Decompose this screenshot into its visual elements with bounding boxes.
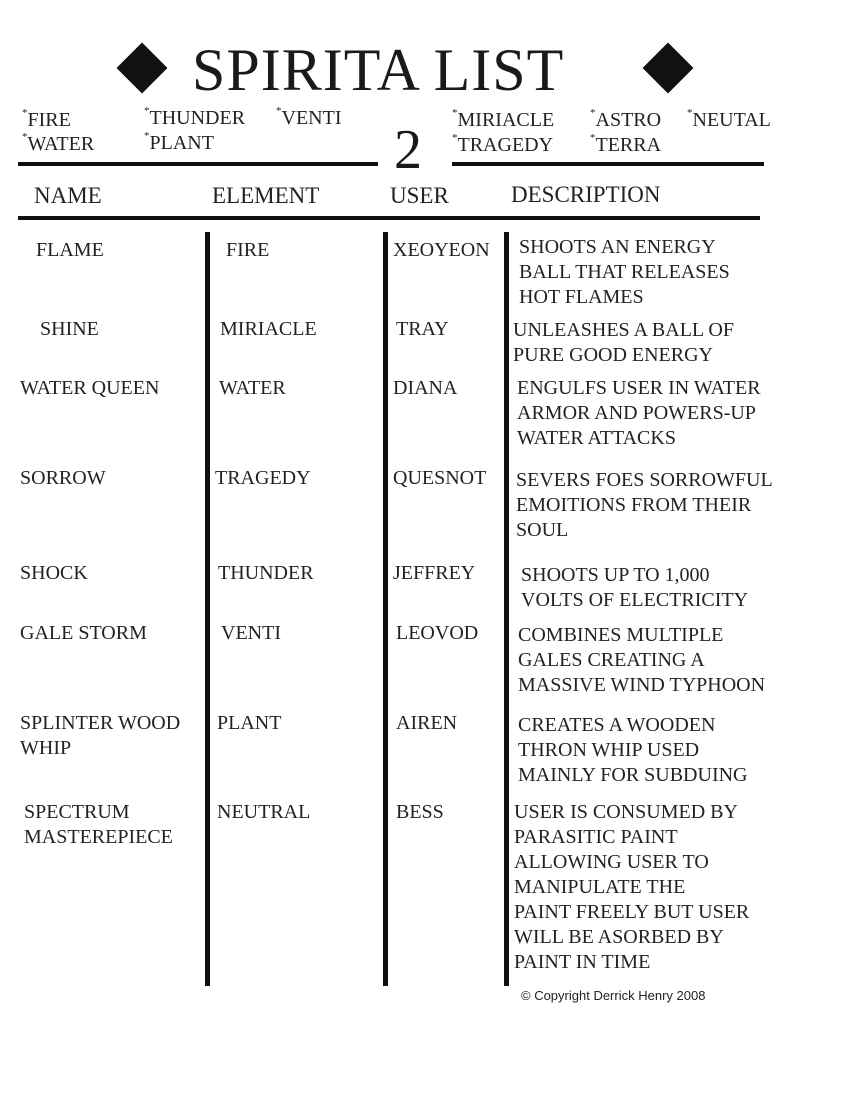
table-row-element: WATER bbox=[219, 377, 286, 399]
table-row-element: PLANT bbox=[217, 712, 282, 734]
table-row-element: NEUTRAL bbox=[217, 801, 311, 823]
table-row-user: LEOVOD bbox=[396, 622, 479, 644]
element-legend-terra: *TERRA bbox=[590, 132, 662, 156]
table-row-name: GALE STORM bbox=[20, 622, 147, 644]
table-row-description: CREATES A WOODEN THRON WHIP USED MAINLY FOR SUBDUING bbox=[518, 714, 748, 786]
table-row-element: TRAGEDY bbox=[215, 467, 311, 489]
header-user: USER bbox=[390, 183, 449, 208]
table-row-user: JEFFREY bbox=[393, 562, 476, 584]
header-description: DESCRIPTION bbox=[511, 182, 661, 207]
column-divider-1 bbox=[205, 232, 210, 986]
table-row-description: SHOOTS AN ENERGY BALL THAT RELEASES HOT FLAMES bbox=[519, 236, 730, 308]
table-row-user: AIREN bbox=[396, 712, 458, 734]
table-row-name: SORROW bbox=[20, 467, 106, 489]
table-row-user: BESS bbox=[396, 801, 444, 823]
left-diamond-icon bbox=[117, 43, 168, 94]
table-row-description: USER IS CONSUMED BY PARASITIC PAINT ALLOWING USER TO MANIPULATE THE PAINT FREELY BUT USER WILL BE ASORBED BY PAINT IN TIME bbox=[514, 801, 750, 973]
table-row-element: FIRE bbox=[226, 239, 270, 261]
table-row-name: SHINE bbox=[40, 318, 99, 340]
table-row-name: WATER QUEEN bbox=[20, 377, 160, 399]
element-legend-water: *WATER bbox=[22, 131, 95, 155]
table-row-description: COMBINES MULTIPLE GALES CREATING A MASSIVE WIND TYPHOON bbox=[518, 624, 766, 696]
table-row-description: ENGULFS USER IN WATER ARMOR AND POWERS-UP WATER ATTACKS bbox=[517, 377, 761, 449]
table-row-user: QUESNOT bbox=[393, 467, 487, 489]
table-row-element: MIRIACLE bbox=[220, 318, 317, 340]
table-row-name: SPLINTER WOOD WHIP bbox=[20, 712, 181, 759]
element-legend-venti: *VENTI bbox=[276, 105, 342, 129]
table-row-description: SHOOTS UP TO 1,000 VOLTS OF ELECTRICITY bbox=[521, 564, 749, 611]
table-row-name: FLAME bbox=[36, 239, 104, 261]
header-name: NAME bbox=[34, 183, 102, 208]
table-row-user: XEOYEON bbox=[393, 239, 490, 261]
header-rule bbox=[18, 216, 760, 220]
table-row-element: VENTI bbox=[221, 622, 281, 644]
table-row-user: TRAY bbox=[396, 318, 449, 340]
column-divider-2 bbox=[383, 232, 388, 986]
table-row-description: SEVERS FOES SORROWFUL EMOITIONS FROM THEIR SOUL bbox=[516, 469, 773, 541]
column-divider-3 bbox=[504, 232, 509, 986]
element-legend-plant: *PLANT bbox=[144, 130, 214, 154]
element-legend-fire: *FIRE bbox=[22, 107, 71, 131]
element-legend-neutal: *NEUTAL bbox=[687, 107, 771, 131]
element-legend-miriacle: *MIRIACLE bbox=[452, 107, 555, 131]
table-row-element: THUNDER bbox=[218, 562, 314, 584]
table-row-name: SHOCK bbox=[20, 562, 88, 584]
table-row-user: DIANA bbox=[393, 377, 458, 399]
element-legend-tragedy: *TRAGEDY bbox=[452, 132, 554, 156]
right-diamond-icon bbox=[643, 43, 694, 94]
element-legend-thunder: *THUNDER bbox=[144, 105, 246, 129]
legend-rule-right bbox=[452, 162, 764, 166]
table-row-description: UNLEASHES A BALL OF PURE GOOD ENERGY bbox=[513, 319, 734, 366]
page-title: SPIRITA LIST bbox=[192, 37, 565, 103]
header-element: ELEMENT bbox=[212, 183, 320, 208]
copyright-notice: © Copyright Derrick Henry 2008 bbox=[521, 988, 706, 1003]
page-number: 2 bbox=[394, 119, 422, 181]
legend-rule-left bbox=[18, 162, 378, 166]
element-legend-astro: *ASTRO bbox=[590, 107, 662, 131]
table-row-name: SPECTRUM MASTEREPIECE bbox=[24, 801, 173, 848]
